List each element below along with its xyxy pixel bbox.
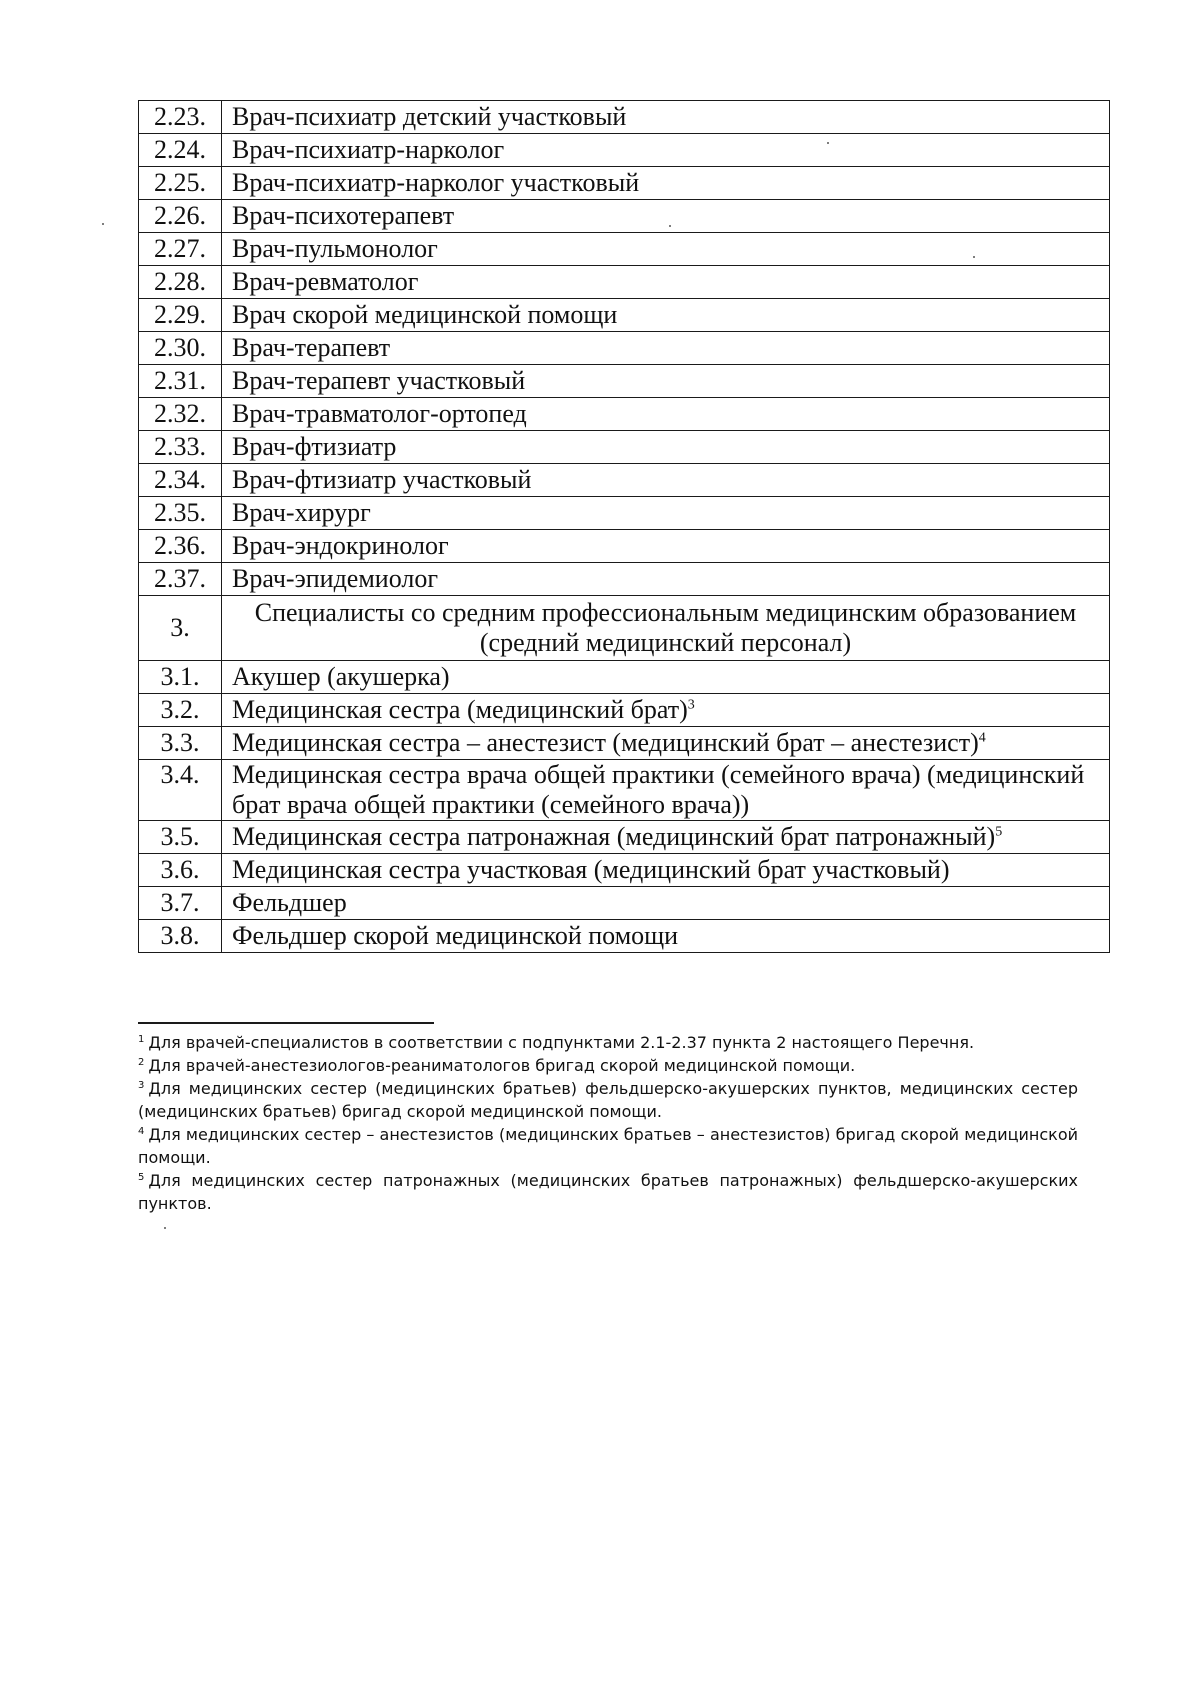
footnote: [138, 1031, 1078, 1054]
table-row: [139, 497, 1110, 530]
table-row: [139, 854, 1110, 887]
position-name: Фельдшер скорой медицинской помощи: [232, 921, 679, 950]
row-name-cell: [222, 760, 1110, 821]
position-name: Врач-травматолог-ортопед: [232, 399, 527, 428]
scan-speck: [669, 225, 671, 227]
position-name: Медицинская сестра участковая (медицинский брат участковый): [232, 855, 950, 884]
scan-speck: [827, 142, 829, 144]
table-row: [139, 332, 1110, 365]
footnote-mark: 1: [138, 1033, 145, 1045]
table-section-row: [139, 596, 1110, 661]
row-number-cell: 2.31.: [139, 365, 222, 398]
row-number-cell: 2.25.: [139, 167, 222, 200]
row-name-cell: [222, 398, 1110, 431]
row-name-cell: [222, 854, 1110, 887]
row-number-cell: 2.29.: [139, 299, 222, 332]
footnotes-block: [138, 1031, 1078, 1215]
position-name: Врач скорой медицинской помощи: [232, 300, 618, 329]
position-name: Врач-психиатр-нарколог: [232, 135, 505, 164]
row-number-cell: 3.3.: [139, 727, 222, 760]
position-name: Врач-хирург: [232, 498, 371, 527]
footnote-mark: 3: [138, 1079, 145, 1091]
row-number-cell: 2.33.: [139, 431, 222, 464]
position-name: Врач-пульмонолог: [232, 234, 438, 263]
row-number-cell: 3.5.: [139, 821, 222, 854]
position-name: Врач-ревматолог: [232, 267, 419, 296]
row-number-cell: 3.4.: [139, 760, 222, 821]
position-name: Специалисты со средним профессиональным медицинским образованием (средний медицинский персонал): [254, 598, 1077, 657]
table-row: [139, 821, 1110, 854]
position-name: Врач-терапевт участковый: [232, 366, 526, 395]
row-number-cell: 2.34.: [139, 464, 222, 497]
row-name-cell: [222, 727, 1110, 760]
position-name: Медицинская сестра – анестезист (медицинский брат – анестезист): [232, 728, 979, 757]
table-row: [139, 398, 1110, 431]
table-row: [139, 563, 1110, 596]
footnote-mark: 2: [138, 1056, 145, 1068]
row-name-cell: [222, 167, 1110, 200]
row-name-cell: [222, 266, 1110, 299]
row-name-cell: [222, 694, 1110, 727]
footnote-mark: 4: [138, 1125, 145, 1137]
specialists-table: [138, 100, 1110, 953]
table-body: [139, 101, 1110, 953]
footnote: [138, 1077, 1078, 1123]
row-number-cell: 3.7.: [139, 887, 222, 920]
row-name-cell: [222, 200, 1110, 233]
footnote-text: Для врачей-анестезиологов-реаниматологов бригад скорой медицинской помощи.: [148, 1056, 856, 1075]
table-row: [139, 266, 1110, 299]
position-name: Врач-психиатр детский участковый: [232, 102, 627, 131]
scan-speck: [164, 1227, 166, 1229]
position-name: Врач-психиатр-нарколог участковый: [232, 168, 640, 197]
row-name-cell: [222, 431, 1110, 464]
position-name: Врач-психотерапевт: [232, 201, 455, 230]
table-row: [139, 233, 1110, 266]
table-row: [139, 101, 1110, 134]
row-name-cell: [222, 821, 1110, 854]
table-row: [139, 727, 1110, 760]
row-name-cell: [222, 332, 1110, 365]
table-row: [139, 887, 1110, 920]
table-row: [139, 167, 1110, 200]
row-number-cell: 2.26.: [139, 200, 222, 233]
row-number-cell: 2.28.: [139, 266, 222, 299]
table-row: [139, 530, 1110, 563]
table-row: [139, 694, 1110, 727]
row-name-cell: [222, 920, 1110, 953]
row-name-cell: [222, 299, 1110, 332]
table-row: [139, 760, 1110, 821]
scan-speck: [973, 256, 975, 258]
row-number-cell: 3.6.: [139, 854, 222, 887]
position-name: Врач-фтизиатр: [232, 432, 397, 461]
row-name-cell: [222, 596, 1110, 661]
table-row: [139, 431, 1110, 464]
position-name: Врач-эндокринолог: [232, 531, 449, 560]
position-name: Медицинская сестра патронажная (медицинский брат патронажный): [232, 822, 996, 851]
position-name: Медицинская сестра врача общей практики (семейного врача) (медицинский брат врача общей практики (семейного врача)): [232, 760, 1085, 819]
position-name: Фельдшер: [232, 888, 347, 917]
footnote-reference: 3: [687, 697, 695, 713]
row-name-cell: [222, 233, 1110, 266]
position-name: Врач-фтизиатр участковый: [232, 465, 532, 494]
footnote-mark: 5: [138, 1171, 145, 1183]
footnote-separator: [138, 1022, 434, 1024]
row-name-cell: [222, 563, 1110, 596]
row-number-cell: 2.37.: [139, 563, 222, 596]
footnote-text: Для медицинских сестер – анестезистов (медицинских братьев – анестезистов) бригад скорой медицинской помощи.: [138, 1125, 1078, 1167]
position-name: Врач-терапевт: [232, 333, 391, 362]
row-number-cell: 2.32.: [139, 398, 222, 431]
position-name: Акушер (акушерка): [232, 662, 450, 691]
row-name-cell: [222, 497, 1110, 530]
table-row: [139, 920, 1110, 953]
table-row: [139, 365, 1110, 398]
table-row: [139, 661, 1110, 694]
footnote-text: Для медицинских сестер патронажных (медицинских братьев патронажных) фельдшерско-акушерских пунктов.: [138, 1171, 1078, 1213]
row-name-cell: [222, 661, 1110, 694]
table-row: [139, 200, 1110, 233]
footnote: [138, 1169, 1078, 1215]
footnote-text: Для врачей-специалистов в соответствии с подпунктами 2.1-2.37 пункта 2 настоящего Перечня.: [148, 1033, 975, 1052]
row-number-cell: 3.8.: [139, 920, 222, 953]
table-row: [139, 299, 1110, 332]
footnote: [138, 1054, 1078, 1077]
row-number-cell: 3.: [139, 596, 222, 661]
row-name-cell: [222, 530, 1110, 563]
position-name: Врач-эпидемиолог: [232, 564, 438, 593]
footnote: [138, 1123, 1078, 1169]
row-number-cell: 3.1.: [139, 661, 222, 694]
table-row: [139, 464, 1110, 497]
footnote-text: Для медицинских сестер (медицинских братьев) фельдшерско-акушерских пунктов, медицинских сестер (медицинских братьев) бригад скорой медицинской помощи.: [138, 1079, 1078, 1121]
row-number-cell: 2.23.: [139, 101, 222, 134]
position-name: Медицинская сестра (медицинский брат): [232, 695, 688, 724]
row-name-cell: [222, 464, 1110, 497]
row-number-cell: 2.24.: [139, 134, 222, 167]
footnote-reference: 4: [978, 730, 986, 746]
row-name-cell: [222, 134, 1110, 167]
row-name-cell: [222, 887, 1110, 920]
footnote-reference: 5: [995, 824, 1003, 840]
row-name-cell: [222, 365, 1110, 398]
row-number-cell: 2.36.: [139, 530, 222, 563]
row-number-cell: 2.30.: [139, 332, 222, 365]
row-number-cell: 2.35.: [139, 497, 222, 530]
row-number-cell: 2.27.: [139, 233, 222, 266]
row-number-cell: 3.2.: [139, 694, 222, 727]
scan-speck: [102, 223, 104, 225]
table-row: [139, 134, 1110, 167]
row-name-cell: [222, 101, 1110, 134]
